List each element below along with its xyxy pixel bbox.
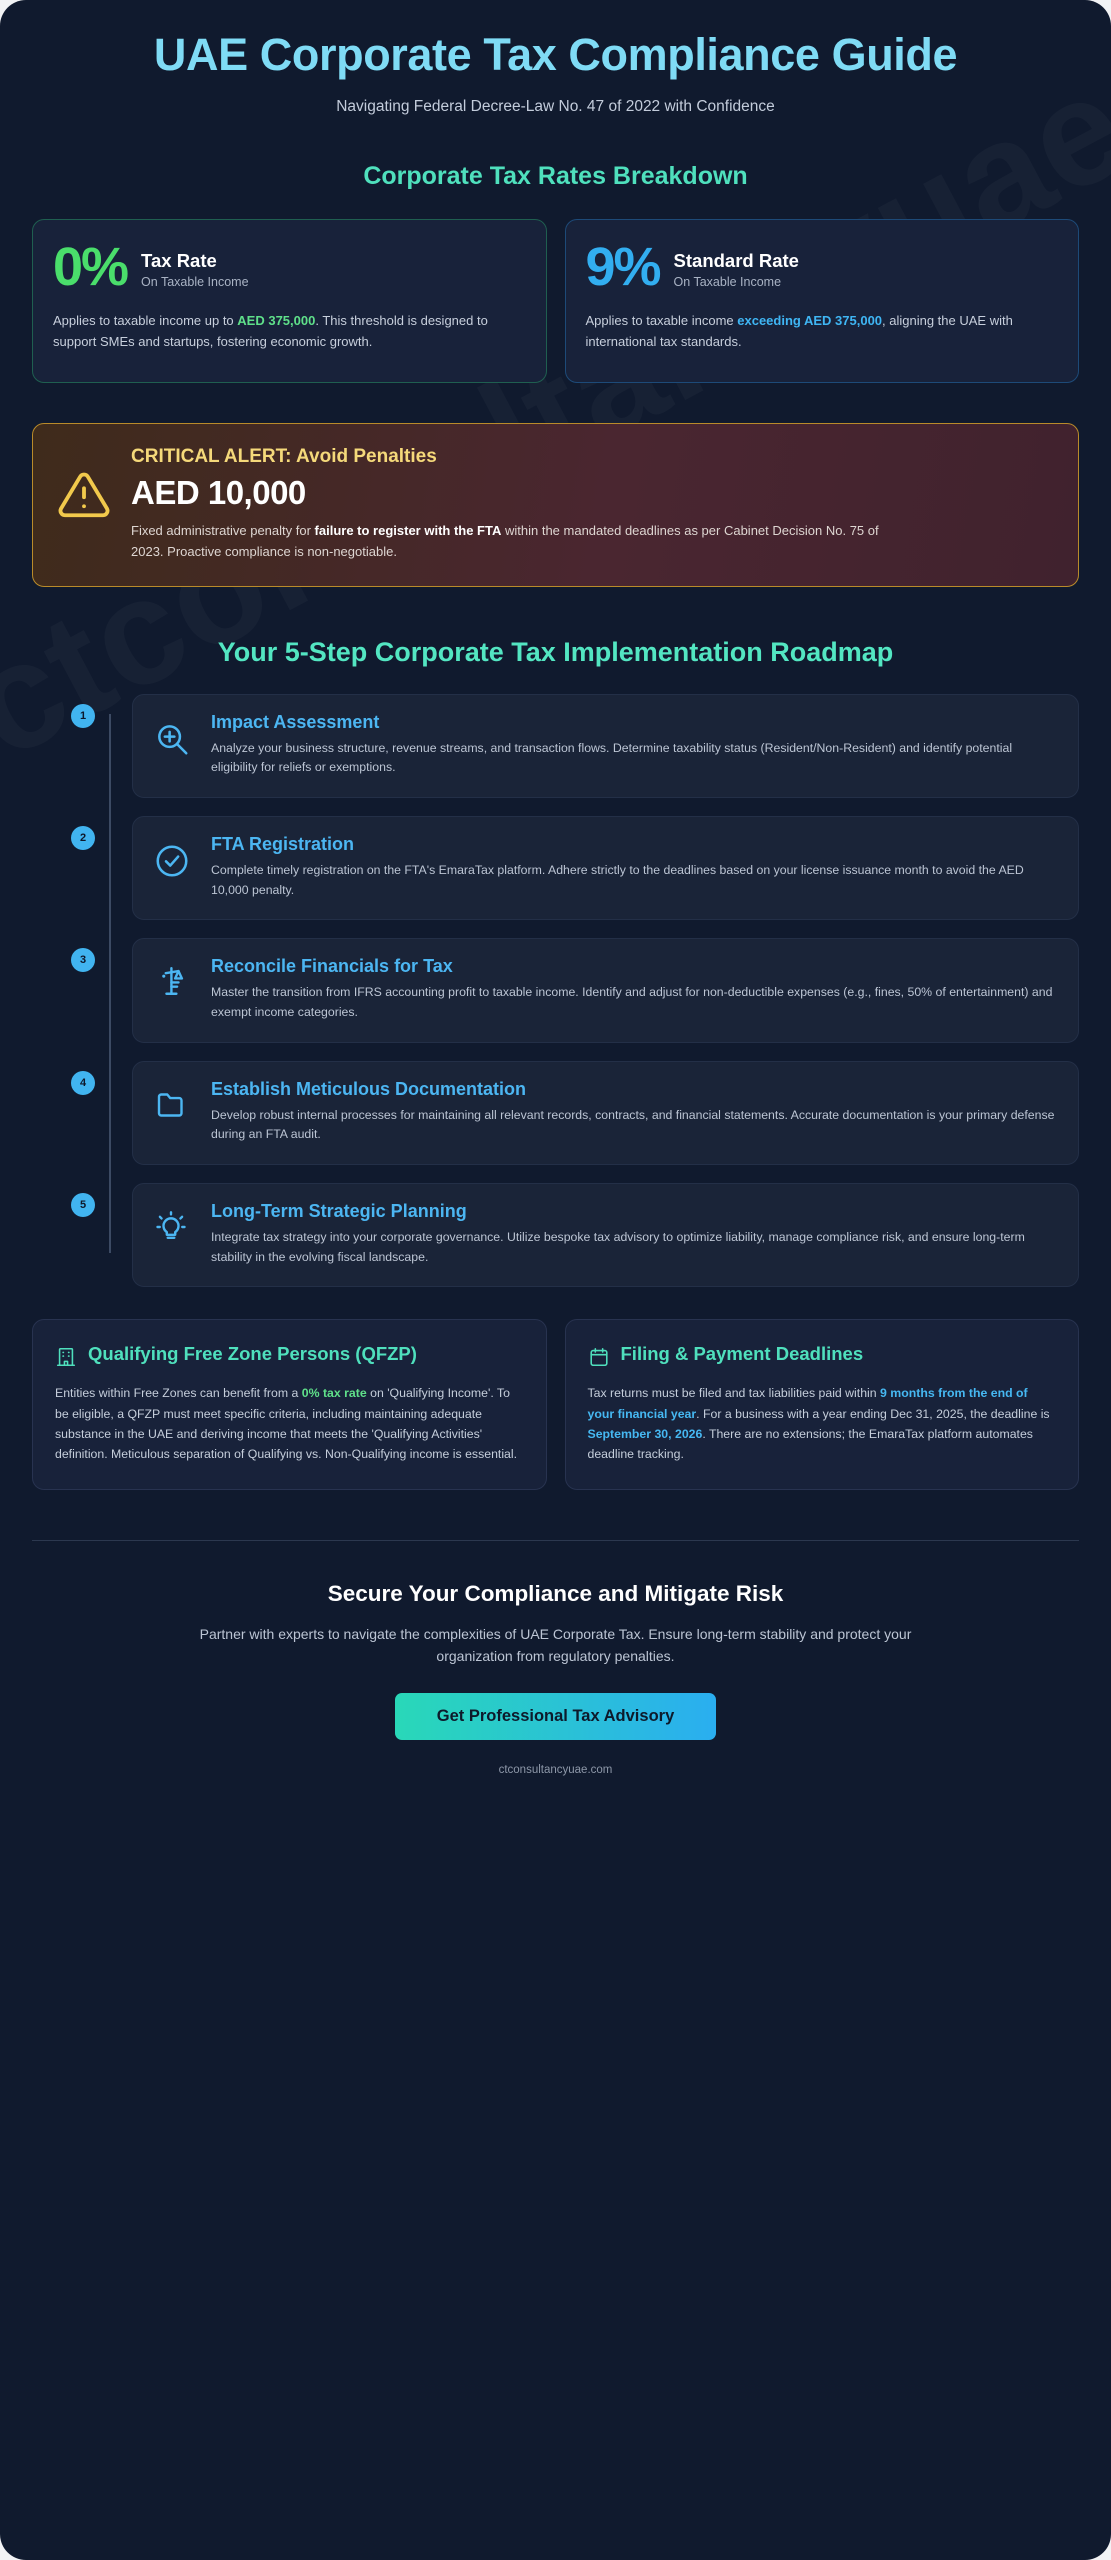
step-description: Integrate tax strategy into your corporate governance. Utilize bespoke tax advisory to optimize liability, manage compliance risk, and ensure long-term stability in the evolving fiscal landscape.	[211, 1230, 1025, 1264]
check-circle-icon	[153, 834, 193, 880]
rate-card-body	[586, 311, 1059, 351]
page-title: UAE Corporate Tax Compliance Guide	[153, 29, 958, 80]
rates-section-title: Corporate Tax Rates Breakdown	[363, 162, 748, 191]
rate-percent: 9%	[585, 237, 660, 298]
rate-label: Standard Rate	[673, 249, 799, 271]
step-description: Analyze your business structure, revenue streams, and transaction flows. Determine taxability status (Resident/Non-Resident) and identify potential eligibility for reliefs or exemptions.	[211, 740, 1013, 775]
rate-card-header	[585, 237, 1059, 298]
calendar-icon	[588, 1342, 610, 1368]
info-body-part-1: Tax returns must be filed and tax liabilities paid within	[587, 1386, 881, 1401]
step-number-badge: 3	[71, 948, 95, 972]
roadmap-step	[32, 694, 1079, 798]
footer-cta-section	[32, 1541, 1079, 1807]
info-body-part-1: Entities within Free Zones can benefit from a	[55, 1386, 302, 1401]
step-description: Master the transition from IFRS accounting profit to taxable income. Identify and adjust for non-deductible expenses (e.g., fines, 50% of entertainment) and exempt income categories.	[211, 985, 1053, 1020]
alert-desc-part-1: Fixed administrative penalty for	[131, 523, 315, 539]
rate-card-nine	[565, 219, 1080, 383]
info-body-highlight-1: 9 months from the end of your financial year	[587, 1386, 1028, 1421]
alert-title: CRITICAL ALERT: Avoid Penalties	[131, 446, 437, 468]
alert-desc-bold: failure to register with the FTA	[314, 523, 502, 539]
step-text-block	[211, 1079, 1058, 1145]
step-description: Complete timely registration on the FTA's EmaraTax platform. Adhere strictly to the deadlines based on your license issuance month to avoid the AED 10,000 penalty.	[211, 863, 1024, 897]
step-title: Reconcile Financials for Tax	[211, 956, 453, 977]
page-subtitle: Navigating Federal Decree-Law No. 47 of 2022 with Confidence	[336, 98, 775, 116]
rate-percent: 0%	[53, 237, 128, 298]
step-text-block	[211, 712, 1058, 778]
roadmap-timeline	[32, 694, 1079, 1288]
step-title: Establish Meticulous Documentation	[211, 1078, 527, 1099]
info-card-title: Qualifying Free Zone Persons (QFZP)	[88, 1343, 417, 1365]
info-card-deadlines	[565, 1319, 1080, 1489]
rate-card-labels	[141, 246, 248, 289]
rate-sublabel: On Taxable Income	[673, 274, 782, 289]
step-card[interactable]	[132, 1183, 1079, 1287]
roadmap-section-title: Your 5-Step Corporate Tax Implementation Roadmap	[217, 636, 894, 667]
roadmap-step	[32, 816, 1079, 920]
rate-body-part-2: . This threshold is designed to support SMEs and startups, fostering economic growth.	[53, 313, 488, 349]
lightbulb-icon	[153, 1201, 193, 1245]
info-body-highlight-1: 0% tax rate	[301, 1386, 367, 1401]
step-number-badge: 5	[71, 1193, 95, 1217]
info-card-body	[55, 1383, 524, 1464]
rate-body-highlight: exceeding AED 375,000	[737, 313, 883, 329]
info-body-part-3: . There are no extensions; the EmaraTax platform automates deadline tracking.	[587, 1426, 1033, 1462]
step-number-badge: 2	[71, 826, 95, 850]
info-card-header	[588, 1342, 1057, 1368]
roadmap-step	[32, 1061, 1079, 1165]
get-professional-tax-advisory-button[interactable]: Get Professional Tax Advisory	[395, 1693, 717, 1740]
step-card[interactable]	[132, 1061, 1079, 1165]
step-title: Impact Assessment	[211, 711, 380, 732]
magnifier-plus-icon	[153, 712, 193, 758]
roadmap-step	[32, 1183, 1079, 1287]
step-text-block	[211, 1201, 1058, 1267]
step-card[interactable]	[132, 938, 1079, 1042]
info-body-part-2: on 'Qualifying Income'. To be eligible, a QFZP must meet specific criteria, including maintaining adequate substance in the UAE and deriving income that meets the 'Qualifying Activities' definition. Meticulous separation of Qualifying vs. Non-Qualifying income is essential.	[55, 1386, 518, 1462]
info-card-title: Filing & Payment Deadlines	[620, 1343, 864, 1365]
rate-card-header	[53, 237, 526, 298]
info-body-highlight-2: September 30, 2026	[587, 1426, 703, 1441]
folder-icon	[153, 1079, 193, 1123]
roadmap-step	[32, 938, 1079, 1042]
alert-text-block	[131, 446, 911, 561]
rate-card-body	[53, 311, 526, 351]
alert-desc-part-2: within the mandated deadlines as per Cabinet Decision No. 75 of 2023. Proactive compliance is non-negotiable.	[131, 523, 879, 559]
footer-url[interactable]: ctconsultancyuae.com	[498, 1764, 613, 1777]
step-number-badge: 1	[71, 704, 95, 728]
step-text-block	[211, 834, 1058, 900]
info-cards-row	[32, 1319, 1079, 1489]
footer-heading: Secure Your Compliance and Mitigate Risk	[327, 1580, 784, 1606]
warning-triangle-icon	[57, 446, 111, 522]
step-description: Develop robust internal processes for maintaining all relevant records, contracts, and financial statements. Accurate documentation is your primary defense during an FTA audit.	[211, 1107, 1055, 1142]
step-title: Long-Term Strategic Planning	[211, 1201, 467, 1222]
step-title: FTA Registration	[211, 834, 354, 855]
info-body-part-2: . For a business with a year ending Dec 31, 2025, the deadline is	[696, 1406, 1050, 1421]
page-header	[32, 0, 1079, 116]
rate-card-labels	[674, 246, 799, 289]
info-card-body	[588, 1383, 1057, 1464]
rate-sublabel: On Taxable Income	[141, 274, 249, 289]
rate-body-part-2: , aligning the UAE with international tax standards.	[585, 313, 1013, 349]
alert-penalty-amount: AED 10,000	[131, 474, 306, 512]
rate-body-part-1: Applies to taxable income up to	[53, 313, 238, 329]
building-icon	[55, 1342, 77, 1368]
rate-body-highlight: AED 375,000	[237, 313, 316, 329]
alert-description	[131, 521, 911, 561]
footer-paragraph: Partner with experts to navigate the complexities of UAE Corporate Tax. Ensure long-term stability and protect your organization from regulatory penalties.	[199, 1625, 912, 1664]
rate-card-zero	[32, 219, 547, 383]
step-card[interactable]	[132, 694, 1079, 798]
info-card-header	[55, 1342, 524, 1368]
step-card[interactable]	[132, 816, 1079, 920]
rate-body-part-1: Applies to taxable income	[585, 313, 738, 329]
step-number-badge: 4	[71, 1071, 95, 1095]
step-text-block	[211, 956, 1058, 1022]
balance-scale-icon	[153, 956, 193, 998]
info-card-qfzp	[32, 1319, 547, 1489]
rate-cards-row	[32, 219, 1079, 383]
rate-label: Tax Rate	[141, 249, 217, 271]
critical-alert-banner	[32, 423, 1079, 586]
